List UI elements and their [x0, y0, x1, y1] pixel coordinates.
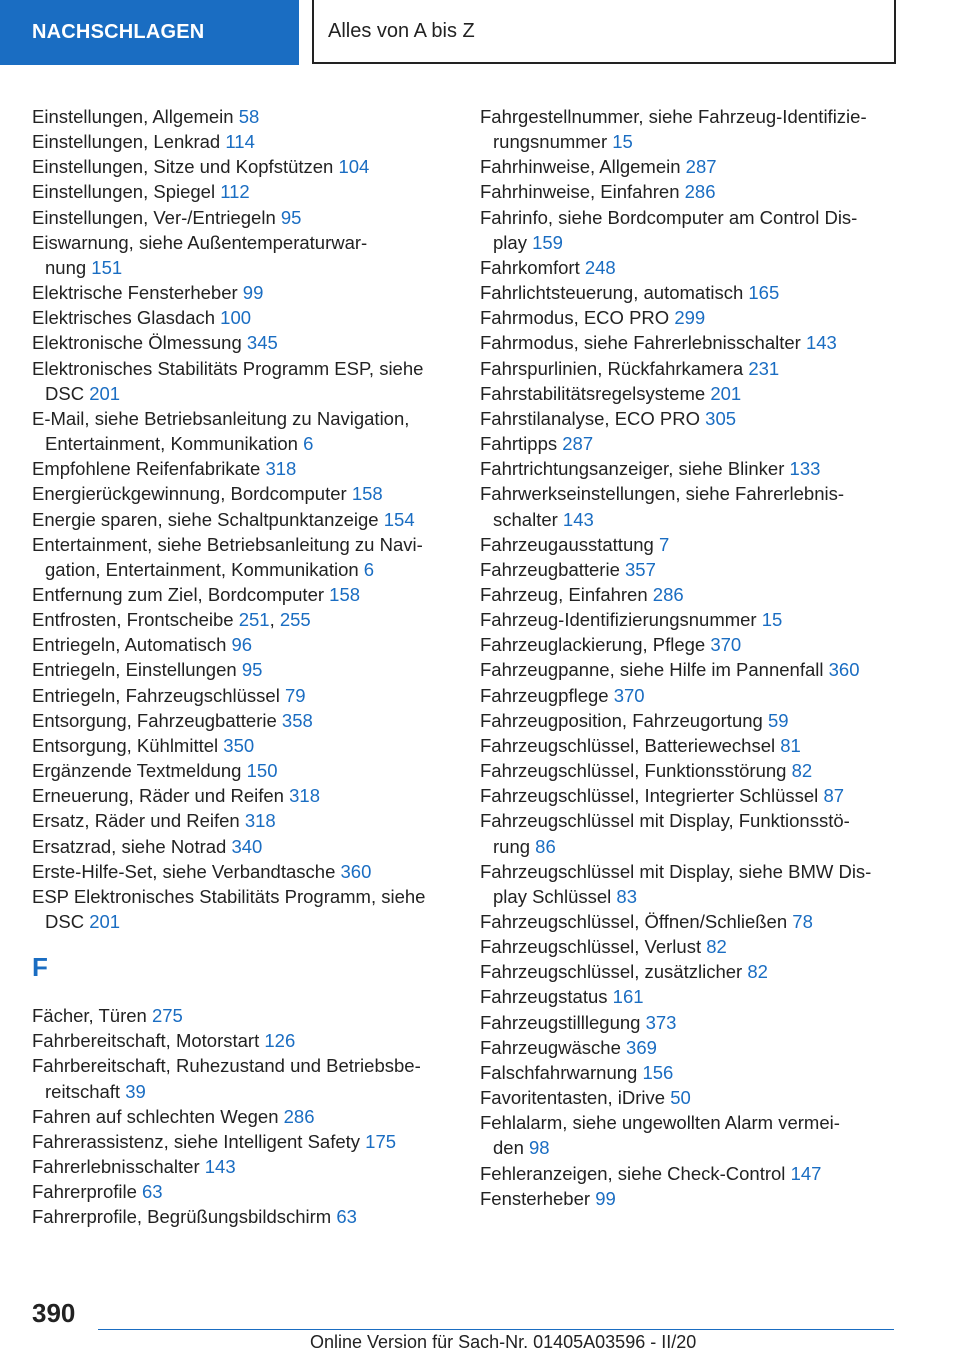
page-reference-link[interactable]: 318	[265, 458, 297, 480]
section-label: NACHSCHLAGEN	[32, 21, 205, 43]
index-entry-text: rung	[493, 835, 536, 857]
page-reference-link[interactable]: 299	[674, 307, 706, 329]
page-reference-link[interactable]: 83	[616, 885, 637, 907]
index-entry-text: Entriegeln, Automatisch	[32, 634, 232, 656]
index-entry	[480, 104, 900, 154]
index-entry-text: Fahrstabilitätsregelsysteme	[480, 382, 711, 404]
page-reference-link[interactable]: 318	[289, 785, 320, 807]
index-entry-text: gation, Entertainment, Kommunikation	[45, 558, 364, 580]
page-reference-link[interactable]: 39	[125, 1080, 146, 1102]
index-entry	[32, 154, 452, 179]
index-entry	[32, 683, 452, 708]
index-entry-text: Fahrinfo, siehe Bordcomputer am Control Dis-	[480, 206, 858, 228]
page-reference-link[interactable]: 82	[747, 961, 768, 983]
index-entry-text: Fahrerlebnisschalter	[32, 1156, 205, 1178]
page-reference-link[interactable]: 159	[532, 231, 563, 253]
index-entry-text: Entsorgung, Fahrzeugbatterie	[32, 709, 282, 731]
index-entry-text: Energierückgewinnung, Bordcomputer	[32, 483, 352, 505]
index-entry-text: Fahrzeugschlüssel, zusätzlicher	[480, 961, 748, 983]
index-entry-text: Fahrzeug-Identifizierungsnummer	[480, 609, 762, 631]
index-entry	[480, 607, 900, 632]
index-entry-text: Elektrische Fensterheber	[32, 282, 243, 304]
index-entry-text: play	[493, 231, 533, 253]
index-entry-text: Ergänzende Textmeldung	[32, 760, 247, 782]
page-reference-link[interactable]: 287	[685, 156, 717, 178]
page-reference-link[interactable]: 305	[705, 407, 737, 429]
index-entry	[32, 884, 452, 934]
page-reference-link[interactable]: 158	[351, 483, 383, 505]
index-entry	[480, 758, 900, 783]
index-entry	[32, 808, 452, 833]
index-entry-text: Fahrerassistenz, siehe Intelligent Safety	[32, 1130, 366, 1152]
section-tab	[0, 0, 299, 65]
index-entry	[480, 934, 900, 959]
page-reference-link[interactable]: 114	[225, 131, 255, 153]
page-reference-link[interactable]: 150	[246, 760, 278, 782]
index-entry	[32, 1154, 452, 1179]
index-entry-text: Elektronisches Stabilitäts Programm ESP, siehe	[32, 357, 424, 379]
index-entry	[480, 1110, 900, 1160]
index-entry-text: Fahrstilanalyse, ECO PRO	[480, 407, 706, 429]
page-reference-link[interactable]: 345	[246, 332, 278, 354]
index-entry-text: Fahrzeugposition, Fahrzeugortung	[480, 709, 768, 731]
page-reference-link[interactable]: 201	[89, 382, 121, 404]
page-reference-link[interactable]: 143	[562, 508, 594, 530]
page-reference-link[interactable]: 133	[789, 458, 821, 480]
index-entry-text: Fahrzeugstilllegung	[480, 1011, 646, 1033]
index-entry	[32, 179, 452, 204]
index-entry-text: Fahrhinweise, Einfahren	[480, 181, 685, 203]
index-entry-text: Favoritentasten, iDrive	[480, 1087, 671, 1109]
page-reference-link[interactable]: 151	[91, 256, 123, 278]
index-entry-text: Fahrzeugschlüssel mit Display, Funktionsstö-	[480, 810, 850, 832]
index-entry-text: Fahrzeugschlüssel mit Display, siehe BMW Dis-	[480, 860, 872, 882]
index-entry-text: Eiswarnung, siehe Außentemperaturwar-	[32, 231, 368, 253]
index-entry-text: Fahrtipps	[480, 433, 563, 455]
index-entry-text: Entsorgung, Kühlmittel	[32, 734, 224, 756]
page-reference-link[interactable]: 99	[595, 1187, 616, 1209]
index-entry	[480, 582, 900, 607]
index-entry-text: Einstellungen, Sitze und Kopfstützen	[32, 156, 339, 178]
index-entry-text: play Schlüssel	[493, 885, 617, 907]
index-entry-text: Entfernung zum Ziel, Bordcomputer	[32, 583, 330, 605]
index-entry-text: Falschfahrwarnung	[480, 1061, 643, 1083]
page-reference-link[interactable]: 147	[790, 1162, 822, 1184]
page-reference-link[interactable]: 156	[642, 1061, 674, 1083]
page-reference-link[interactable]: 357	[625, 558, 656, 580]
page-reference-link[interactable]: 100	[220, 307, 252, 329]
page-reference-link[interactable]: 7	[658, 533, 670, 555]
index-entry-text: DSC	[45, 382, 90, 404]
page-reference-link[interactable]: 58	[238, 106, 260, 127]
index-entry-text: Fahrzeugschlüssel, Öffnen/Schließen	[480, 911, 793, 932]
index-entry	[480, 305, 900, 330]
index-entry-text: Fahrerprofile, Begrüßungsbildschirm	[32, 1206, 337, 1228]
index-entry	[32, 205, 452, 230]
index-entry-text: Fehleranzeigen, siehe Check-Control	[480, 1162, 791, 1184]
index-entry-text: Empfohlene Reifenfabrikate	[32, 458, 266, 480]
index-entry	[32, 1053, 452, 1103]
page-reference-link[interactable]: 15	[612, 131, 633, 153]
index-entry	[480, 280, 900, 305]
page-reference-link[interactable]: 350	[223, 734, 255, 756]
page-reference-link[interactable]: 81	[780, 734, 801, 756]
index-entry	[32, 305, 452, 330]
index-entry: Entfrosten, Frontscheibe 251, 255	[32, 609, 311, 631]
index-entry	[32, 733, 452, 758]
index-entry	[480, 984, 900, 1009]
index-entry	[32, 104, 452, 129]
index-entry	[32, 657, 452, 682]
chapter-title-box	[312, 0, 896, 64]
index-entry	[480, 1035, 900, 1060]
index-entry	[480, 1186, 900, 1211]
index-entry	[480, 330, 900, 355]
index-entry-text: Fahrhinweise, Allgemein	[480, 156, 686, 178]
page-reference-link[interactable]: 286	[283, 1105, 315, 1127]
page-reference-link[interactable]: 98	[529, 1137, 550, 1159]
page-reference-link[interactable]: 50	[670, 1087, 691, 1109]
index-entry	[480, 808, 900, 858]
index-entry-text: Fahrzeugschlüssel, Funktionsstörung	[480, 760, 792, 782]
page-reference-link[interactable]: 248	[584, 256, 616, 278]
index-entry-text: Fahren auf schlechten Wegen	[32, 1105, 284, 1127]
page-reference-link[interactable]: 360	[828, 659, 860, 681]
index-entry	[480, 657, 900, 682]
page-reference-link[interactable]: 112	[220, 181, 250, 203]
index-entry-text: Fahrbereitschaft, Ruhezustand und Betriebsbe-	[32, 1055, 421, 1077]
index-entry	[32, 859, 452, 884]
index-entry	[32, 783, 452, 808]
index-entry-text: Einstellungen, Spiegel	[32, 181, 221, 203]
index-entry	[480, 683, 900, 708]
index-entry-text: Ersatzrad, siehe Notrad	[32, 835, 232, 857]
index-entry	[32, 1003, 452, 1028]
index-entry-text: Fahrerprofile	[32, 1181, 143, 1203]
index-entry-text: Fahrzeugpanne, siehe Hilfe im Pannenfall	[480, 659, 829, 681]
page-reference-link[interactable]: 143	[805, 332, 837, 354]
index-entry-text: Fahrzeugschlüssel, Verlust	[480, 936, 707, 958]
index-entry-text: Entriegeln, Einstellungen	[32, 659, 242, 681]
index-entry-text: Entriegeln, Fahrzeugschlüssel	[32, 684, 285, 706]
page-reference-link[interactable]: 358	[281, 709, 313, 731]
page-reference-link[interactable]: 175	[365, 1130, 397, 1152]
index-entry-text: Fahrzeug, Einfahren	[480, 583, 653, 605]
page-reference-link[interactable]: 87	[823, 785, 845, 807]
page-reference-link[interactable]: 318	[244, 810, 276, 832]
index-entry	[480, 255, 900, 280]
index-entry	[32, 1179, 452, 1204]
index-entry-text: reitschaft	[45, 1080, 126, 1102]
index-entry-text: Fächer, Türen	[32, 1005, 152, 1027]
page-reference-link[interactable]: 360	[340, 860, 372, 882]
index-entry-text: den	[493, 1137, 530, 1159]
index-entry	[480, 557, 900, 582]
index-entry	[480, 1010, 900, 1035]
index-entry	[32, 507, 452, 532]
index-entry-text: Einstellungen, Ver-/Entriegeln	[32, 206, 281, 228]
page-reference-link[interactable]: 154	[383, 508, 415, 530]
index-entry-text: Fahrmodus, siehe Fahrerlebnisschalter	[480, 332, 806, 354]
page-reference-link[interactable]: 104	[338, 156, 370, 178]
page-reference-link[interactable]: 161	[612, 986, 644, 1008]
page-reference-link[interactable]: 286	[652, 583, 684, 605]
page-reference-link[interactable]: 370	[613, 684, 645, 706]
page-reference-link[interactable]: 82	[706, 936, 727, 958]
index-entry-text: Elektrisches Glasdach	[32, 307, 221, 329]
index-entry-text: ESP Elektronisches Stabilitäts Programm, siehe	[32, 885, 426, 907]
index-entry	[480, 431, 900, 456]
index-entry	[32, 1204, 452, 1229]
index-entry	[32, 1104, 452, 1129]
index-entry	[32, 481, 452, 506]
index-entry	[480, 1161, 900, 1186]
index-entry-text: Fensterheber	[480, 1187, 596, 1209]
footer-divider	[98, 1329, 894, 1330]
index-entry	[480, 456, 900, 481]
index-entry-text: Fahrzeugstatus	[480, 986, 613, 1008]
page-reference-link[interactable]: 287	[562, 433, 594, 455]
index-entry-text: Elektronische Ölmessung	[32, 332, 247, 354]
index-column-left	[32, 104, 452, 1230]
index-entry-text: Ersatz, Räder und Reifen	[32, 810, 245, 832]
index-entry	[32, 406, 452, 456]
index-entry-text: DSC	[45, 911, 90, 932]
page-reference-link[interactable]: 126	[264, 1030, 296, 1052]
index-entry	[32, 356, 452, 406]
index-entry	[480, 859, 900, 909]
page-reference-link[interactable]: 370	[710, 634, 742, 656]
index-entry-text: schalter	[493, 508, 563, 530]
page-reference-link[interactable]: 95	[280, 206, 302, 228]
page-reference-link[interactable]: 15	[761, 609, 783, 631]
index-entry	[32, 1129, 452, 1154]
index-entry	[32, 582, 452, 607]
index-entry	[480, 154, 900, 179]
index-entry	[32, 708, 452, 733]
page-reference-link[interactable]: 201	[89, 911, 121, 932]
page-reference-link[interactable]: 251	[238, 609, 270, 631]
page-reference-link[interactable]: 6	[303, 433, 314, 455]
index-entry-text: Fahrzeugwäsche	[480, 1036, 627, 1058]
index-entry	[480, 1060, 900, 1085]
index-entry	[480, 708, 900, 733]
index-entry	[480, 205, 900, 255]
page-reference-link[interactable]: 369	[626, 1036, 657, 1058]
index-entry-text: Entfrosten, Frontscheibe	[32, 609, 239, 631]
index-entry	[480, 959, 900, 984]
index-entry	[32, 129, 452, 154]
index-entry-text: Einstellungen, Allgemein	[32, 106, 239, 127]
page-number: 390	[32, 1298, 76, 1328]
page-reference-link[interactable]: 340	[231, 835, 263, 857]
page-reference-link[interactable]: 79	[284, 684, 306, 706]
index-entry-text: Fahrwerkseinstellungen, siehe Fahrerlebnis-	[480, 483, 845, 505]
index-column-right	[480, 104, 900, 1211]
page-reference-link[interactable]: 373	[645, 1011, 677, 1033]
index-entry-text: Fahrkomfort	[480, 256, 585, 278]
index-entry	[480, 381, 900, 406]
index-entry	[32, 834, 452, 859]
index-entry-text: Fahrspurlinien, Rückfahrkamera	[480, 357, 749, 379]
index-entry	[480, 1085, 900, 1110]
index-entry-text: Fahrlichtsteuerung, automatisch	[480, 282, 749, 304]
index-entry	[480, 632, 900, 657]
index-entry	[480, 909, 900, 934]
page-reference-link[interactable]: 255	[279, 609, 311, 631]
index-entry	[32, 230, 452, 280]
page-reference-link[interactable]: 78	[792, 911, 813, 932]
page-reference-link[interactable]: 95	[241, 659, 263, 681]
index-entry	[32, 632, 452, 657]
index-entry-text: Fahrmodus, ECO PRO	[480, 307, 675, 329]
page-reference-link[interactable]: 63	[142, 1181, 163, 1203]
page-reference-link[interactable]: 96	[231, 634, 253, 656]
index-entry-text: Entertainment, Kommunikation	[45, 433, 304, 455]
index-entry-text: Fahrzeugpflege	[480, 684, 614, 706]
index-entry	[480, 406, 900, 431]
index-entry	[32, 758, 452, 783]
index-entry-text: Fahrzeugschlüssel, Integrierter Schlüssel	[480, 785, 824, 807]
page-reference-link[interactable]: 63	[336, 1206, 357, 1228]
index-entry	[480, 532, 900, 557]
page-reference-link[interactable]: 82	[791, 760, 813, 782]
index-entry	[480, 733, 900, 758]
page-reference-link[interactable]: 59	[767, 709, 789, 731]
index-entry-text: Energie sparen, siehe Schaltpunktanzeige	[32, 508, 384, 530]
index-entry	[32, 532, 452, 582]
index-entry-text: Erste-Hilfe-Set, siehe Verbandtasche	[32, 860, 341, 882]
index-entry	[480, 179, 900, 204]
page-reference-link[interactable]: 99	[242, 282, 264, 304]
index-entry-text: Fahrzeugausstattung	[480, 533, 659, 555]
index-entry	[480, 481, 900, 531]
index-entry	[480, 783, 900, 808]
index-entry-text: Fahrbereitschaft, Motorstart	[32, 1030, 265, 1052]
index-entry	[32, 1028, 452, 1053]
index-entry	[32, 280, 452, 305]
page-reference-link[interactable]: 143	[204, 1156, 236, 1178]
page-reference-link[interactable]: 231	[748, 357, 780, 379]
index-entry-text: Fehlalarm, siehe ungewollten Alarm vermei-	[480, 1112, 840, 1134]
index-entry	[480, 356, 900, 381]
index-letter-heading: F	[32, 952, 48, 983]
page-reference-link[interactable]: 6	[363, 558, 375, 580]
index-entry-text: Einstellungen, Lenkrad	[32, 131, 226, 153]
index-entry-text: Fahrzeuglackierung, Pflege	[480, 634, 711, 656]
page-reference-link[interactable]: 86	[535, 835, 556, 857]
footer-edition: Online Version für Sach-Nr. 01405A03596 - II/20	[310, 1332, 697, 1352]
index-entry-text: nung	[45, 256, 92, 278]
index-entry	[32, 456, 452, 481]
chapter-title: Alles von A bis Z	[328, 19, 475, 42]
index-entry-text: Fahrzeugschlüssel, Batteriewechsel	[480, 734, 781, 756]
page-reference-link[interactable]: 158	[329, 583, 361, 605]
index-entry-text: E-Mail, siehe Betriebsanleitung zu Navigation,	[32, 407, 410, 429]
page-reference-link[interactable]: 165	[748, 282, 780, 304]
index-entry-text: rungsnummer	[493, 131, 613, 153]
index-entry-text: Entertainment, siehe Betriebsanleitung zu Navi-	[32, 533, 423, 555]
page-reference-link[interactable]: 201	[710, 382, 742, 404]
page-reference-link[interactable]: 275	[151, 1005, 183, 1027]
index-entry-text: Fahrtrichtungsanzeiger, siehe Blinker	[480, 458, 790, 480]
index-entry-text: Fahrzeugbatterie	[480, 558, 626, 580]
page-reference-link[interactable]: 286	[684, 181, 716, 203]
index-entry-text: Fahrgestellnummer, siehe Fahrzeug-Identifizie-	[480, 106, 867, 127]
index-entry-text: Erneuerung, Räder und Reifen	[32, 785, 290, 807]
index-entry	[32, 330, 452, 355]
